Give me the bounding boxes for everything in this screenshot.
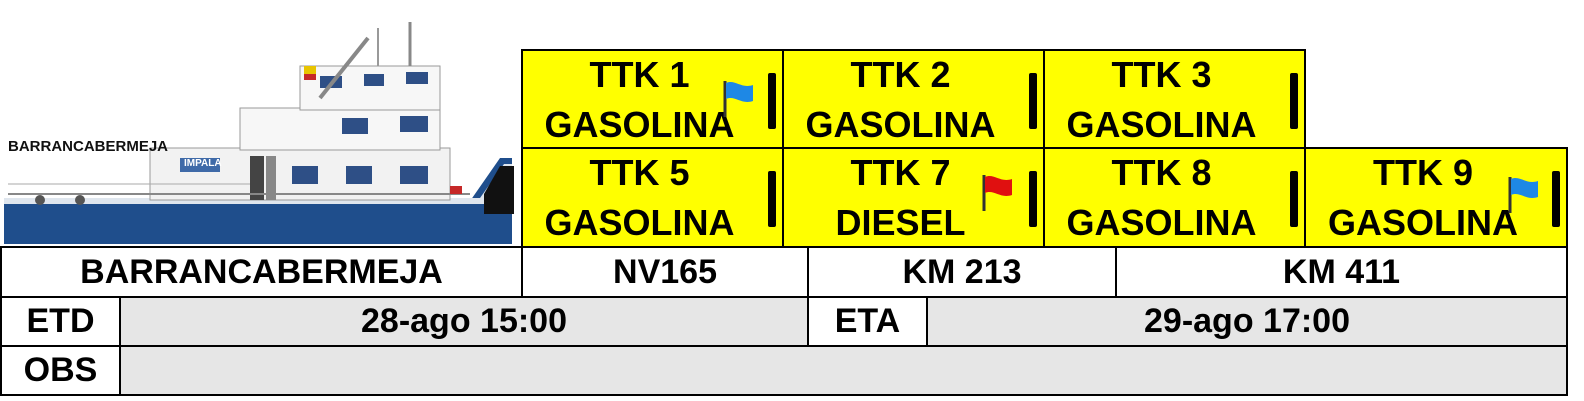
tank-id: TTK 1	[589, 54, 690, 95]
hull-name: IMPALA	[184, 158, 222, 169]
tank-product: GASOLINA	[1327, 202, 1518, 243]
tank-ttk-9[interactable]	[1304, 147, 1568, 248]
blue-flag-icon	[721, 79, 755, 119]
eta-label: ETA	[807, 296, 928, 347]
eta-value[interactable]: 29-ago 17:00	[926, 296, 1568, 347]
ship-illustration	[0, 8, 520, 248]
tank-id: TTK 3	[1111, 54, 1212, 95]
tank-ttk-8[interactable]	[1043, 147, 1306, 248]
tank-id: TTK 5	[589, 152, 690, 193]
tank-product: GASOLINA	[1066, 202, 1257, 243]
blue-flag-icon	[1506, 175, 1540, 215]
tank-ttk-5[interactable]	[521, 147, 784, 248]
tank-id: TTK 2	[850, 54, 951, 95]
tugboat-icon	[0, 8, 520, 248]
level-marker	[1290, 73, 1298, 129]
red-flag-icon	[980, 173, 1014, 213]
tank-product: GASOLINA	[805, 104, 996, 145]
ship-side-label: BARRANCABERMEJA	[8, 138, 169, 155]
tank-ttk-2[interactable]	[782, 49, 1045, 149]
km-end: KM 411	[1115, 246, 1568, 298]
level-marker	[1029, 73, 1037, 129]
km-start: KM 213	[807, 246, 1117, 298]
level-marker	[1290, 171, 1298, 227]
tank-id: TTK 7	[850, 152, 951, 193]
obs-value[interactable]	[119, 345, 1568, 396]
tank-ttk-7[interactable]	[782, 147, 1045, 248]
level-marker	[768, 73, 776, 129]
level-marker	[768, 171, 776, 227]
etd-value[interactable]: 28-ago 15:00	[119, 296, 809, 347]
tank-product: GASOLINA	[544, 104, 735, 145]
tank-id: TTK 8	[1111, 152, 1212, 193]
origin-port: BARRANCABERMEJA	[0, 246, 523, 298]
tank-ttk-3[interactable]	[1043, 49, 1306, 149]
voyage-number: NV165	[521, 246, 809, 298]
tank-product: GASOLINA	[544, 202, 735, 243]
tank-product: DIESEL	[835, 202, 966, 243]
obs-label: OBS	[0, 345, 121, 396]
level-marker	[1552, 171, 1560, 227]
tank-id: TTK 9	[1372, 152, 1473, 193]
etd-label: ETD	[0, 296, 121, 347]
tank-ttk-1[interactable]	[521, 49, 784, 149]
tank-product: GASOLINA	[1066, 104, 1257, 145]
level-marker	[1029, 171, 1037, 227]
